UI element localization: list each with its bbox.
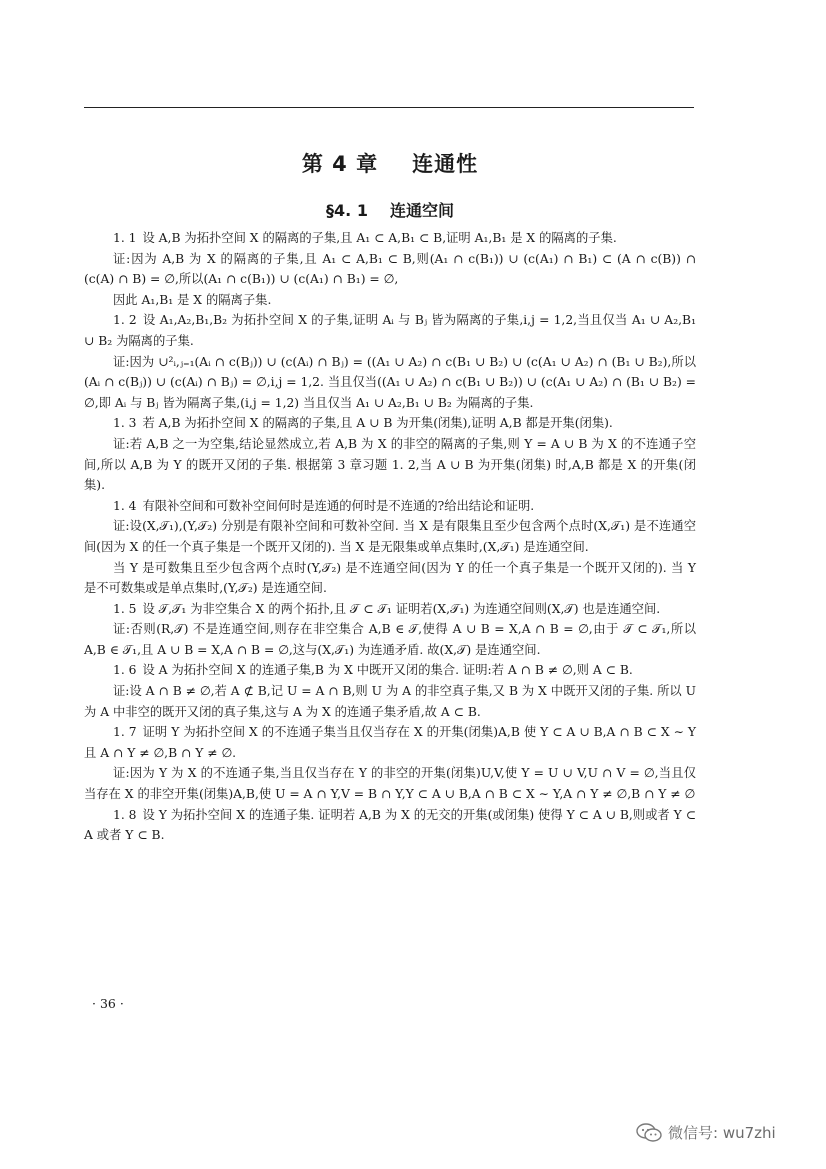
paragraph-text: 证:因为 Y 为 X 的不连通子集,当且仅当存在 Y 的非空的开集(闭集)U,V,使 Y = U ∪ V,U ∩ V = ∅,当且仅当存在 X 的非空开集(闭集)A,B,使 U = A ∩ Y,V = B ∩ Y,Y ⊂ A ∪ B,A ∩ B ⊂ X ∼ Y,A ∩ Y ≠ ∅,B ∩ Y ≠ ∅ [84, 766, 696, 802]
paragraph [84, 681, 696, 722]
paragraph [84, 763, 696, 804]
paragraph-text: 若 A,B 为拓扑空间 X 的隔离的子集,且 A ∪ B 为开集(闭集),证明 A,B 都是开集(闭集). [142, 416, 613, 431]
page-body [84, 228, 696, 846]
paragraph-text: 当 Y 是可数集且至少包含两个点时(Y,𝒯₂) 是不连通空间(因为 Y 的任一个真子集是一个既开又闭的). 当 Y 是不可数集或是单点集时,(Y,𝒯₂) 是连通空间. [84, 560, 696, 596]
exercise-number: 1. 3 [113, 416, 137, 431]
paragraph-text: 设 𝒯,𝒯₁ 为非空集合 X 的两个拓扑,且 𝒯 ⊂ 𝒯₁ 证明若(X,𝒯₁) 为连通空间则(X,𝒯) 也是连通空间. [142, 601, 661, 616]
paragraph-text: 设 Y 为拓扑空间 X 的连通子集. 证明若 A,B 为 X 的无交的开集(或闭集) 使得 Y ⊂ A ∪ B,则或者 Y ⊂ A 或者 Y ⊂ B. [84, 807, 696, 843]
paragraph-text: 因此 A₁,B₁ 是 X 的隔离子集. [113, 292, 272, 307]
paragraph-text: 证:否则(R,𝒯) 不是连通空间,则存在非空集合 A,B ∈ 𝒯,使得 A ∪ B = X,A ∩ B = ∅,由于 𝒯 ⊂ 𝒯₁,所以 A,B ∈ 𝒯₁,且 A ∪ B = X,A ∩ B = ∅,这与(X,𝒯₁) 为连通矛盾. 故(X,𝒯) 是连通空间. [84, 622, 696, 657]
paragraph [84, 805, 696, 846]
paragraph-text: 证:因为 A,B 为 X 的隔离的子集,且 A₁ ⊂ A,B₁ ⊂ B,则(A₁ ∩ c(B₁)) ∪ (c(A₁) ∩ B₁) ⊂ (A ∩ c(B)) ∩ (c(A) ∩ B) = ∅,所以(A₁ ∩ c(B₁)) ∪ (c(A₁) ∩ B₁) = ∅, [84, 251, 696, 287]
paragraph [84, 310, 696, 351]
paragraph-text: 设 A,B 为拓扑空间 X 的隔离的子集,且 A₁ ⊂ A,B₁ ⊂ B,证明 A₁,B₁ 是 X 的隔离的子集. [142, 231, 617, 245]
page-number: · 36 · [92, 996, 124, 1011]
section-heading [0, 198, 780, 221]
watermark [636, 1122, 776, 1143]
exercise-number: 1. 1 [113, 231, 137, 245]
paragraph [84, 722, 696, 763]
paragraph [84, 413, 696, 434]
paragraph-text: 设 A₁,A₂,B₁,B₂ 为拓扑空间 X 的子集,证明 Aᵢ 与 Bⱼ 皆为隔离的子集,i,j = 1,2,当且仅当 A₁ ∪ A₂,B₁ ∪ B₂ 为隔离的子集. [84, 313, 696, 348]
exercise-number: 1. 5 [113, 601, 137, 616]
exercise-number: 1. 8 [113, 807, 137, 822]
paragraph [84, 249, 696, 290]
section-title: 连通空间 [389, 201, 454, 220]
paragraph [84, 619, 696, 660]
paragraph [84, 496, 696, 517]
paragraph-text: 证:设 A ∩ B ≠ ∅,若 A ⊄ B,记 U = A ∩ B,则 U 为 A 的非空真子集,又 B 为 X 中既开又闭的子集. 所以 U 为 A 中非空的既开又闭的真子集,这与 A 为 X 的连通子集矛盾,故 A ⊂ B. [84, 684, 696, 719]
exercise-number: 1. 2 [113, 313, 137, 328]
paragraph-text: 设 A 为拓扑空间 X 的连通子集,B 为 X 中既开又闭的集合. 证明:若 A ∩ B ≠ ∅,则 A ⊂ B. [142, 663, 633, 678]
paragraph [84, 228, 696, 249]
paragraph-text: 有限补空间和可数补空间何时是连通的何时是不连通的?给出结论和证明. [142, 498, 535, 513]
paragraph [84, 599, 696, 620]
exercise-number: 1. 6 [113, 663, 137, 678]
wechat-icon [636, 1123, 662, 1143]
paragraph [84, 352, 696, 414]
paragraph [84, 516, 696, 557]
chapter-title: 连通性 [412, 152, 479, 176]
watermark-text: 微信号: wu7zhi [668, 1124, 776, 1142]
paragraph-text: 证明 Y 为拓扑空间 X 的不连通子集当且仅当存在 X 的开集(闭集)A,B 使 Y ⊂ A ∪ B,A ∩ B ⊂ X ∼ Y 且 A ∩ Y ≠ ∅,B ∩ Y ≠ ∅. [84, 725, 696, 760]
paragraph-text: 证:设(X,𝒯₁),(Y,𝒯₂) 分别是有限补空间和可数补空间. 当 X 是有限集且至少包含两个点时(X,𝒯₁) 是不连通空间(因为 X 的任一个真子集是一个既开又闭的). 当 X 是无限集或单点集时,(X,𝒯₁) 是连通空间. [84, 519, 696, 554]
paragraph [84, 660, 696, 681]
chapter-heading [0, 148, 780, 178]
paragraph [84, 290, 696, 311]
paragraph [84, 434, 696, 496]
section-number: §4. 1 [326, 201, 368, 220]
exercise-number: 1. 4 [113, 498, 137, 513]
exercise-number: 1. 7 [113, 725, 137, 740]
paragraph-text: 证:因为 ∪²ᵢ,ⱼ₌₁(Aᵢ ∩ c(Bⱼ)) ∪ (c(Aᵢ) ∩ Bⱼ) = ((A₁ ∪ A₂) ∩ c(B₁ ∪ B₂) ∪ (c(A₁ ∪ A₂) ∩ (B₁ ∪ B₂),所以(Aᵢ ∩ c(Bⱼ)) ∪ (c(Aᵢ) ∩ Bⱼ) = ∅,i,j = 1,2. 当且仅当((A₁ ∪ A₂) ∩ c(B₁ ∪ B₂)) ∪ (c(A₁ ∪ A₂) ∩ (B₁ ∪ B₂) = ∅,即 Aᵢ 与 Bⱼ 皆为隔离子集,(i,j = 1,2) 当且仅当 A₁ ∪ A₂,B₁ ∪ B₂ 为隔离的子集. [84, 354, 696, 410]
header-rule [84, 107, 694, 108]
paragraph-text: 证:若 A,B 之一为空集,结论显然成立,若 A,B 为 X 的非空的隔离的子集,则 Y = A ∪ B 为 X 的不连通子空间,所以 A,B 为 Y 的既开又闭的子集. 根据第 3 章习题 1. 2,当 A ∪ B 为开集(闭集) 时,A,B 都是 X 的开集(闭集). [84, 436, 696, 493]
paragraph [84, 558, 696, 599]
chapter-number: 第 4 章 [301, 152, 379, 176]
